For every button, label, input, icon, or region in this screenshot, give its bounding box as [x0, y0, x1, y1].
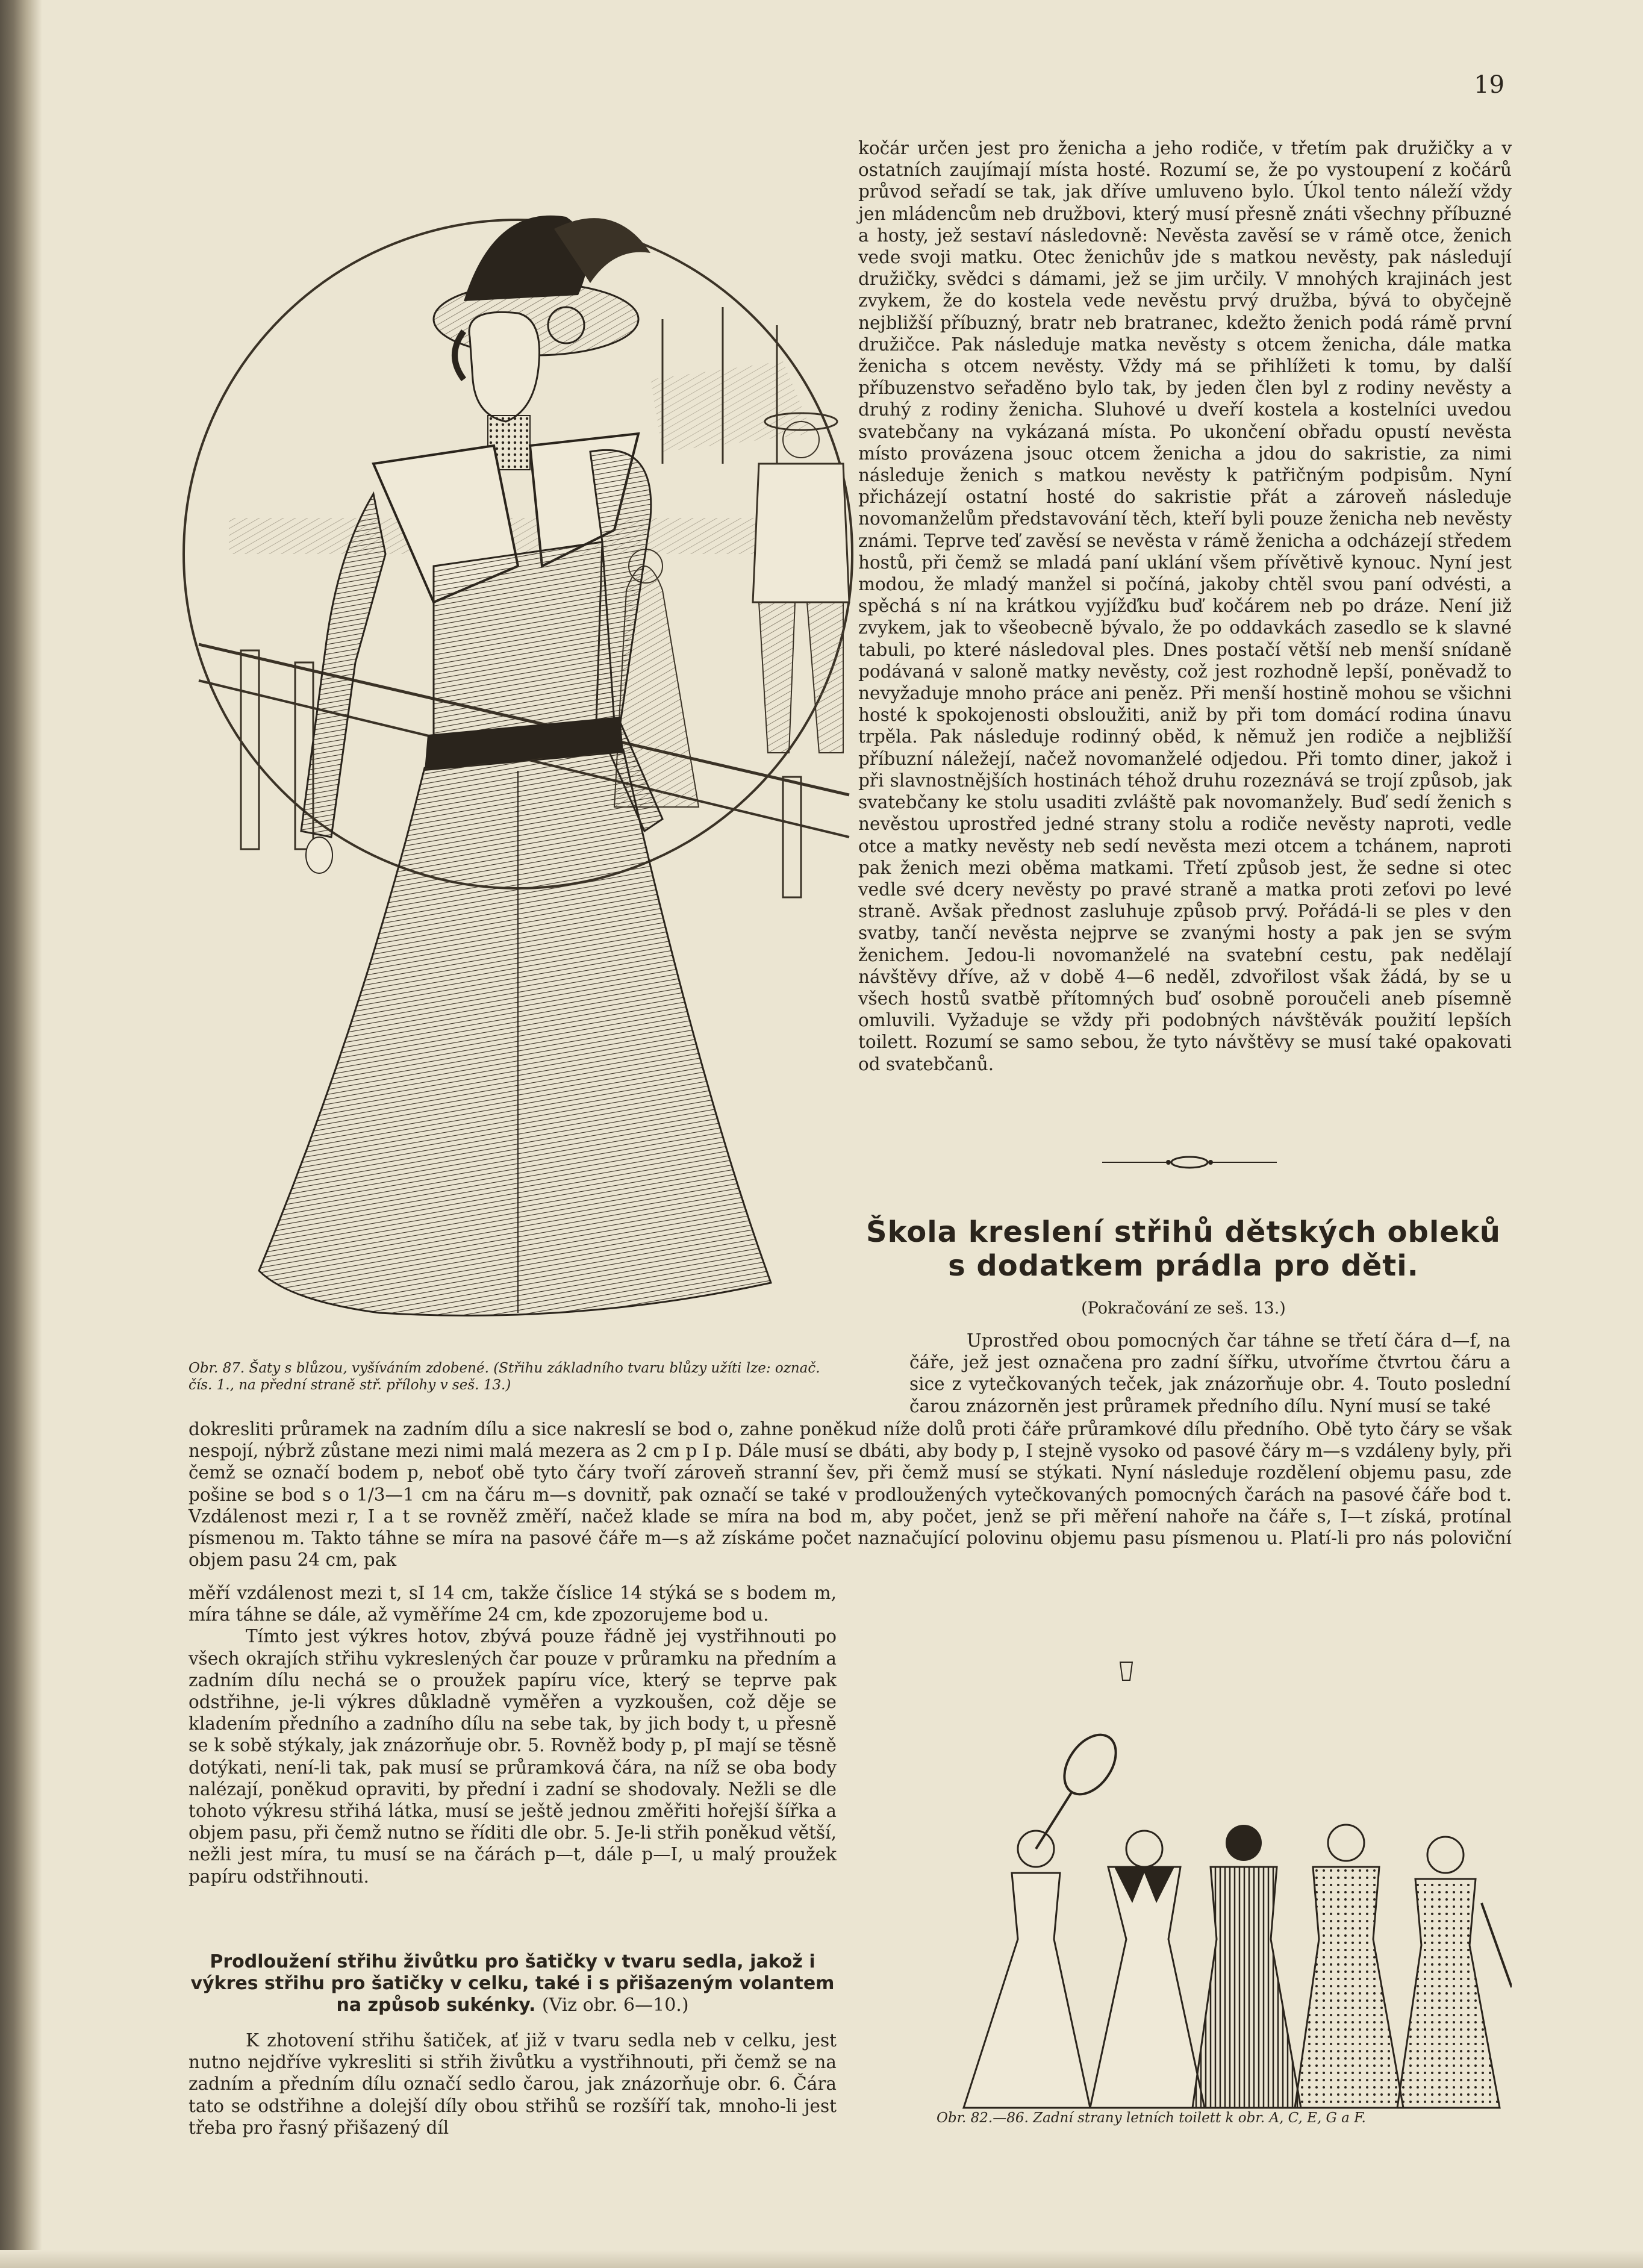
- page-number: 19: [1474, 71, 1504, 99]
- article-left-column: [189, 1582, 837, 1941]
- paragraph: K zhotovení střihu šatiček, ať již v tvaru sedla neb v celku, jest nutno nejdříve vykresliti si střih živůtku a vystřihnouti, při čemž se na zadním a předním dílu označí sedlo čarou, jak znázorňuje obr. 6. Čára tato se odstřihne a dolejší díly obou střihů se rozšíří tak, mnoho-li jest třeba pro řasný přišazený díl: [189, 2030, 837, 2138]
- subheading-reference: (Viz obr. 6—10.): [541, 1995, 689, 2016]
- article-title-line1: Škola kreslení střihů dětských obleků: [866, 1215, 1501, 1249]
- figure-second-caption: Obr. 82.—86. Zadní strany letních toilett k obr. A, C, E, G a F.: [937, 2110, 1366, 2126]
- figure-summer-toilettes-illustration: [915, 1650, 1512, 2120]
- article-full-width-text: [189, 1418, 1512, 1582]
- binding-shadow: [0, 0, 42, 2268]
- figure-woman-dress-illustration: [181, 181, 861, 1349]
- continued-note: (Pokračování ze seš. 13.): [1081, 1299, 1286, 1318]
- paragraph: Tímto jest výkres hotov, zbývá pouze řádně jej vystřihnouti po všech okrajích střihu vykreslených čar pouze v průramku na předním a zadním dílu nechá se o proužek papíru více, který se teprve pak odstřihne, je-li výkres důkladně vyměřen a vyzkoušen, což děje se kladením předního a zadního dílu na sebe tak, by jich body t, u přesně se k sobě stýkaly, jak znázorňuje obr. 5. Rovněž body p, pI mají se těsně dotýkati, není-li tak, pak musí se průramková čára, na níž se oba body nalézají, poněkud opraviti, by přední i zadní se shodovaly. Nežli se dle tohoto výkresu střihá látka, musí se ještě jednou změřiti hořejší šířka a objem pasu, při čemž nutno se říditi dle obr. 5. Je-li střih poněkud větší, nežli jest míra, tu musí se na čárách p—t, dále p—I, u malý proužek papíru odstřihnouti.: [189, 1626, 837, 1887]
- paragraph: kočár určen jest pro ženicha a jeho rodiče, v třetím pak družičky a v ostatních zaujímají místa hosté. Rozumí se, že po vystoupení z kočárů průvod seřadí se tak, jak dříve umluveno bylo. Úkol tento náleží vždy jen mládencům neb družbovi, který musí přesně znáti všechny příbuzné a hosty, jež sestaví následovně: Nevěsta zavěsí se v rámě otce, ženich vede svoji matku. Otec ženichův jde s matkou nevěsty, pak následují družičky, svědci s dámami, jež se jim určily. V mnohých krajinách jest zvykem, že do kostela vede nevěstu prvý družba, bývá to obyčejně nejbližší příbuzný, bratr neb bratranec, kdežto ženich podá rámě první družičce. Pak následuje matka nevěsty s otcem ženicha, dále matka ženicha s otcem nevěsty. Vždy má se přihlížeti k tomu, by další příbuzenstvo seřaděno bylo tak, by jeden člen byl z rodiny nevěsty a druhý z rodiny ženicha. Sluhové u dveří kostela a kostelníci uvedou svatebčany na vykázaná místa. Po ukončení obřadu opustí nevěsta místo provázena jsouc otcem ženicha a jdou do sakristie, za nimi následuje ženich s matkou nevěsty k patřičným podpisům. Nyní přicházejí ostatní hosté do sakristie přát a zároveň následuje novomanželům představování těch, kteří byli pouze ženicha neb nevěsty známi. Teprve teď zavěsí se nevěsta v rámě ženicha a odcházejí středem hostů, při čemž se mladá paní uklání všem přívětivě kynouc. Nyní jest modou, že mladý manžel si počíná, jakoby chtěl svou paní odvésti, a spěchá s ní na krátkou vyjížďku buď kočárem neb po dráze. Není již zvykem, jak to všeobecně bývalo, že po oddavkách zasedlo se k slavné tabuli, po které následoval ples. Dnes postačí větší neb menší snídaně podávaná v saloně matky nevěsty, což jest rozhodně lepší, poněvadž to nevyžaduje mnoho práce ani peněz. Při menší hostině mohou se všichni hosté k spokojenosti obsloužiti, aniž by při tom domácí rodina únavu trpěla. Pak následuje rodinný oběd, k němuž jen rodiče a nejbližší příbuzní náležejí, načež novomanželé odjedou. Při tomto diner, jakož i při slavnostnějších hostinách téhož druhu rozeznává se trojí způsob, jak svatebčany ke stolu usaditi zvláště pak novomanžely. Buď sedí ženich s nevěstou uprostřed jedné strany stolu a rodiče nevěsty naproti, vedle otce a matky nevěsty neb sedí nevěsta mezi otcem a tchánem, naproti pak ženich mezi oběma matkami. Třetí způsob jest, že sedne si otec vedle své dcery nevěsty po pravé straně a matka proti zeťovi po levé straně. Avšak přednost zasluhuje způsob prvý. Pořádá-li se ples v den svatby, tančí nevěsta nejprve se zvanými hosty a pak jen se svým ženichem. Jedou-li novomanželé na svatební cestu, pak nedělají návštěvy dříve, až v době 4—6 neděl, zdvořilost však žádá, by se u všech hostů svatbě přítomných buď osobně poroučeli aneb písemně omluvili. Vyžaduje se vždy při podobných návštěvák použití lepších toilett. Rozumí se samo sebou, že tyto návštěvy se musí také opakovati od svatebčanů.: [858, 138, 1512, 1074]
- subheading-bold: Prodloužení střihu živůtku pro šatičky v tvaru sedla, jakož i výkres střihu pro šatičky v celku, také i s přišazeným volantem na způsob sukénky.: [190, 1951, 835, 2016]
- figure-main-caption: Obr. 87. Šaty s blůzou, vyšíváním zdobené. (Střihu základního tvaru blůzy užíti lze: označ. čís. 1., na přední straně stř. přílohy v seš. 13.): [189, 1360, 820, 1393]
- page-bottom-edge: [0, 2250, 1643, 2268]
- ornament-divider: [1102, 1153, 1277, 1171]
- article-final-paragraph: [189, 2030, 837, 2141]
- article-title-line2: s dodatkem prádla pro děti.: [948, 1249, 1419, 1283]
- article-text-top: [858, 137, 1512, 1125]
- paragraph: Uprostřed obou pomocných čar táhne se třetí čára d—f, na čáře, jež jest označena pro zadní šířku, utvoříme čtvrtou čáru a sice z vytečkovaných teček, jak znázorňuje obr. 4. Touto poslední čarou znázorněn jest průramek předního dílu. Nyní musí se také: [909, 1330, 1510, 1416]
- paragraph: dokresliti průramek na zadním dílu a sice nakreslí se bod o, zahne poněkud níže dolů proti čáře průramkové dílu předního. Obě tyto čáry se však nespojí, nýbrž zůstane mezi nimi malá mezera as 2 cm p I p. Dále musí se dbáti, aby body p, I stejně vysoko od pasové čáry m—s vzdáleny byly, při čemž se označí bodem p, neboť obě tyto čáry tvoří zároveň stranní šev, při čemž musí se stýkati. Nyní následuje rozdělení objemu pasu, zde pošine se bod s o 1/3—1 cm na čáru m—s dovnitř, pak označí se také v prodloužených vytečkovaných pomocných čarách na pasové čáře bod t. Vzdálenost mezi r, I a t se rovněž změří, načež klade se míra na bod m, aby počet, jenž se při měření nahoře na čáře s, I—t získá, protínal písmenou m. Takto táhne se míra na pasové čáře m—s až získáme počet naznačující polovinu objemu pasu písmenou u. Platí-li pro nás poloviční objem pasu 24 cm, pak: [189, 1419, 1512, 1571]
- paragraph: měří vzdálenost mezi t, sI 14 cm, takže číslice 14 stýká se s bodem m, míra táhne se dále, až vyměříme 24 cm, kde zpozorujeme bod u.: [189, 1583, 837, 1625]
- article-heading: [861, 1215, 1506, 1283]
- section-subheading: [189, 1951, 837, 2016]
- article-intro: [909, 1330, 1510, 1420]
